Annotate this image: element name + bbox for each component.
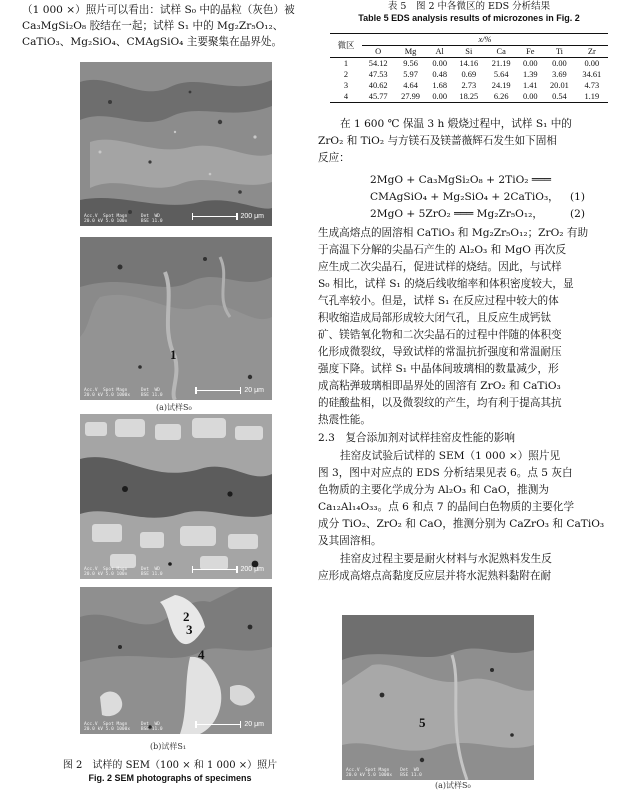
table-row (330, 69, 608, 80)
scale-bar (192, 212, 265, 220)
scale-bar-label: 20 μm (244, 720, 264, 728)
section-heading: 2.3 复合添加剂对试样挂窑皮性能的影响 (318, 432, 515, 444)
table-cell: 24.19 (491, 81, 511, 90)
table-column-header: Ca (496, 47, 506, 56)
body-paragraph-line: S₀ 相比，试样 S₁ 的烧后线收缩率和体积密度较大，显 (318, 278, 574, 290)
figure-sublabel-a: (a)试样S₀ (156, 403, 192, 412)
body-paragraph-line: ZrO₂ 和 TiO₂ 与方镁石及镁蔷薇辉石发生如下固相 (318, 135, 557, 147)
table-cell: 0.00 (552, 59, 567, 68)
equation-2-number: (2) (570, 208, 586, 220)
table-column-header: Mg (404, 47, 417, 56)
table-cell: 3.69 (552, 70, 567, 79)
equation-1-line-1: 2MgO + Ca₃MgSi₂O₈ + 2TiO₂ ═══ (370, 174, 552, 186)
table-column-header: Ti (555, 47, 563, 56)
body-paragraph-line: 生成高熔点的固溶相 CaTiO₃ 和 Mg₂Zr₅O₁₂；ZrO₂ 有助 (318, 227, 589, 239)
table-cell: 5.97 (403, 70, 418, 79)
sem-image-s0-100x (80, 62, 272, 226)
body-paragraph-line: 矿、镁锆氧化物和二次尖晶石的过程中伴随的体积变 (318, 329, 562, 341)
table-cell: 0.54 (552, 92, 567, 101)
scale-bar-label: 200 μm (240, 212, 264, 220)
table-cell: 1.19 (584, 92, 600, 101)
sem-metadata: Acc.V Spot Magn Det WD 20.0 kV 5.0 1000x BSE 11.0 (346, 768, 422, 778)
table-cell-id: 2 (343, 70, 349, 79)
table-cell: 5.64 (493, 70, 509, 79)
equation-1-number: (1) (570, 191, 586, 203)
table-5-title-english: Table 5 EDS analysis results of microzones in Fig. 2 (358, 13, 580, 23)
marker-point-3: 3 (186, 622, 193, 637)
equation-2: 2MgO + 5ZrO₂ ═══ Mg₂Zr₅O₁₂， (370, 208, 543, 220)
body-paragraph-line: 化形成微裂纹，导致试样的常温抗折强度和常温耐压 (318, 346, 562, 358)
body-paragraph-line: 反应： (318, 152, 350, 164)
table-cell: 45.77 (368, 92, 388, 101)
figure-2-caption-english: Fig. 2 SEM photographs of specimens (88, 773, 252, 783)
table-cell: 2.73 (461, 81, 477, 90)
body-paragraph-line: 的硅酸盐相，以及微裂纹的产生，均有利于提高其抗 (318, 397, 562, 409)
body-paragraph-line: 积收缩造成局部形成较大闭气孔，且反应生成钙钛 (318, 312, 552, 324)
body-paragraph-line: Ca₁₂Al₁₄O₃₃。点 6 和点 7 的晶间白色物质的主要化学 (318, 501, 575, 513)
table-row (330, 58, 608, 70)
table-cell: 6.26 (493, 92, 509, 101)
table-cell: 0.00 (584, 59, 600, 68)
body-paragraph-line: 热震性能。 (318, 414, 371, 426)
scale-bar-label: 200 μm (240, 565, 264, 573)
body-paragraph-line: 及其固溶相。 (318, 535, 382, 547)
table-column-header: Zr (587, 47, 596, 56)
left-intro-line-2: Ca₃MgSi₂O₈ 胶结在一起；试样 S₁ 中的 Mg₂Zr₅O₁₂、 (22, 20, 284, 32)
table-cell: 47.53 (368, 70, 388, 79)
table-cell-id: 4 (343, 92, 349, 101)
table-cell: 0.48 (432, 70, 447, 79)
table-cell-id: 1 (343, 59, 349, 68)
sem-metadata: Acc.V Spot Magn Det WD 20.0 kV 5.0 100x BSE 11.0 (84, 214, 163, 224)
body-paragraph-line: 应形成高熔点高黏度反应层并将水泥熟料黏附在耐 (318, 570, 552, 582)
table-column-header: Al (435, 47, 444, 56)
marker-point-4: 4 (198, 647, 205, 662)
table-cell: 14.16 (459, 59, 479, 68)
sem-image-s0-1000x (80, 237, 272, 400)
figure-2-caption: 图 2 试样的 SEM（100 × 和 1 000 ×）照片 (62, 760, 278, 771)
body-paragraph-line: 在 1 600 ℃ 保温 3 h 煅烧过程中，试样 S₁ 中的 (340, 118, 572, 130)
eds-results-table (330, 33, 608, 103)
table-cell: 34.61 (582, 70, 602, 79)
table-column-header: Si (465, 47, 473, 56)
equation-1-line-2: CMAgSiO₄ + Mg₂SiO₄ + 2CaTiO₃， (370, 191, 559, 203)
marker-point-1: 1 (170, 347, 177, 362)
body-paragraph-line: 图 3，图中对应点的 EDS 分析结果见表 6。点 5 灰白 (318, 467, 573, 479)
marker-point-2: 2 (183, 609, 190, 624)
table-5-title: 表 5 图 2 中各微区的 EDS 分析结果 (387, 1, 551, 12)
table-cell: 4.73 (584, 81, 600, 90)
table-cell: 27.99 (401, 92, 420, 101)
table-cell: 4.64 (403, 81, 418, 90)
table-cell: 20.01 (549, 81, 569, 90)
table-cell: 54.12 (368, 59, 388, 68)
table-column-header: Fe (526, 47, 535, 56)
table-cell: 0.00 (432, 59, 447, 68)
sem-image-s1-1000x (80, 587, 272, 734)
table-column-header: O (375, 47, 382, 56)
sem-image-s1-100x (80, 414, 272, 579)
body-paragraph-line: 应生成二次尖晶石，促进试样的烧结。因此，与试样 (318, 261, 562, 273)
left-intro-line-3: CaTiO₃、Mg₂SiO₄、CMAgSiO₄ 主要聚集在晶界处。 (22, 36, 283, 48)
body-paragraph-line: 成高粘弹玻璃相即晶界处的固溶有 ZrO₂ 和 CaTiO₃ (318, 380, 561, 392)
body-paragraph-line: 强度下降。试样 S₁ 中晶体间玻璃相的数量减少，形 (318, 363, 559, 375)
table-cell: 1.39 (522, 70, 538, 79)
figure-sublabel-b: (b)试样S₁ (150, 742, 187, 751)
body-paragraph-line: 成分 TiO₂、ZrO₂ 和 CaO，推测分别为 CaZrO₃ 和 CaTiO₃ (318, 518, 605, 530)
table-cell: 0.00 (432, 92, 447, 101)
table-cell: 0.69 (461, 70, 477, 79)
table-row-header: 微区 (330, 34, 362, 58)
scale-bar-label: 20 μm (244, 386, 264, 394)
sem-metadata: Acc.V Spot Magn Det WD 20.0 kV 5.0 1000x BSE 11.0 (84, 388, 163, 398)
scale-bar (195, 720, 264, 728)
table-row (330, 80, 608, 91)
sem-metadata: Acc.V Spot Magn Det WD 20.0 kV 5.0 1000x BSE 11.0 (84, 722, 163, 732)
sem-image-s0-kiln-coating (342, 615, 534, 780)
sem-metadata: Acc.V Spot Magn Det WD 20.0 kV 5.0 100x BSE 11.0 (84, 567, 163, 577)
table-cell: 0.00 (522, 59, 538, 68)
body-paragraph-line: 挂窑皮试验后试样的 SEM（1 000 ×）照片见 (340, 450, 561, 462)
table-cell: 1.41 (522, 81, 538, 90)
body-paragraph-line: 于高温下分解的尖晶石产生的 Al₂O₃ 和 MgO 再次反 (318, 244, 567, 256)
left-intro-line-1: （1 000 ×）照片可以看出：试样 S₀ 中的晶粒（灰色）被 (22, 4, 295, 16)
figure-3-sublabel-a: (a)试样S₀ (435, 781, 471, 790)
scale-bar (195, 386, 264, 394)
table-cell: 18.25 (459, 92, 479, 101)
table-cell: 40.62 (368, 81, 388, 90)
table-group-header: x/% (362, 34, 608, 46)
table-cell: 9.56 (403, 59, 418, 68)
table-cell: 1.68 (432, 81, 447, 90)
body-paragraph-line: 挂窑皮过程主要是耐火材料与水泥熟料发生反 (340, 553, 552, 565)
scale-bar (192, 565, 265, 573)
marker-point-5: 5 (419, 715, 426, 730)
body-paragraph-line: 气孔率较小。但是，试样 S₁ 在反应过程中较大的体 (318, 295, 559, 307)
body-paragraph-line: 色物质的主要化学成分为 Al₂O₃ 和 CaO，推测为 (318, 484, 549, 496)
table-cell-id: 3 (343, 81, 349, 90)
table-cell: 21.19 (491, 59, 511, 68)
table-cell: 0.00 (522, 92, 538, 101)
table-row (330, 91, 608, 103)
